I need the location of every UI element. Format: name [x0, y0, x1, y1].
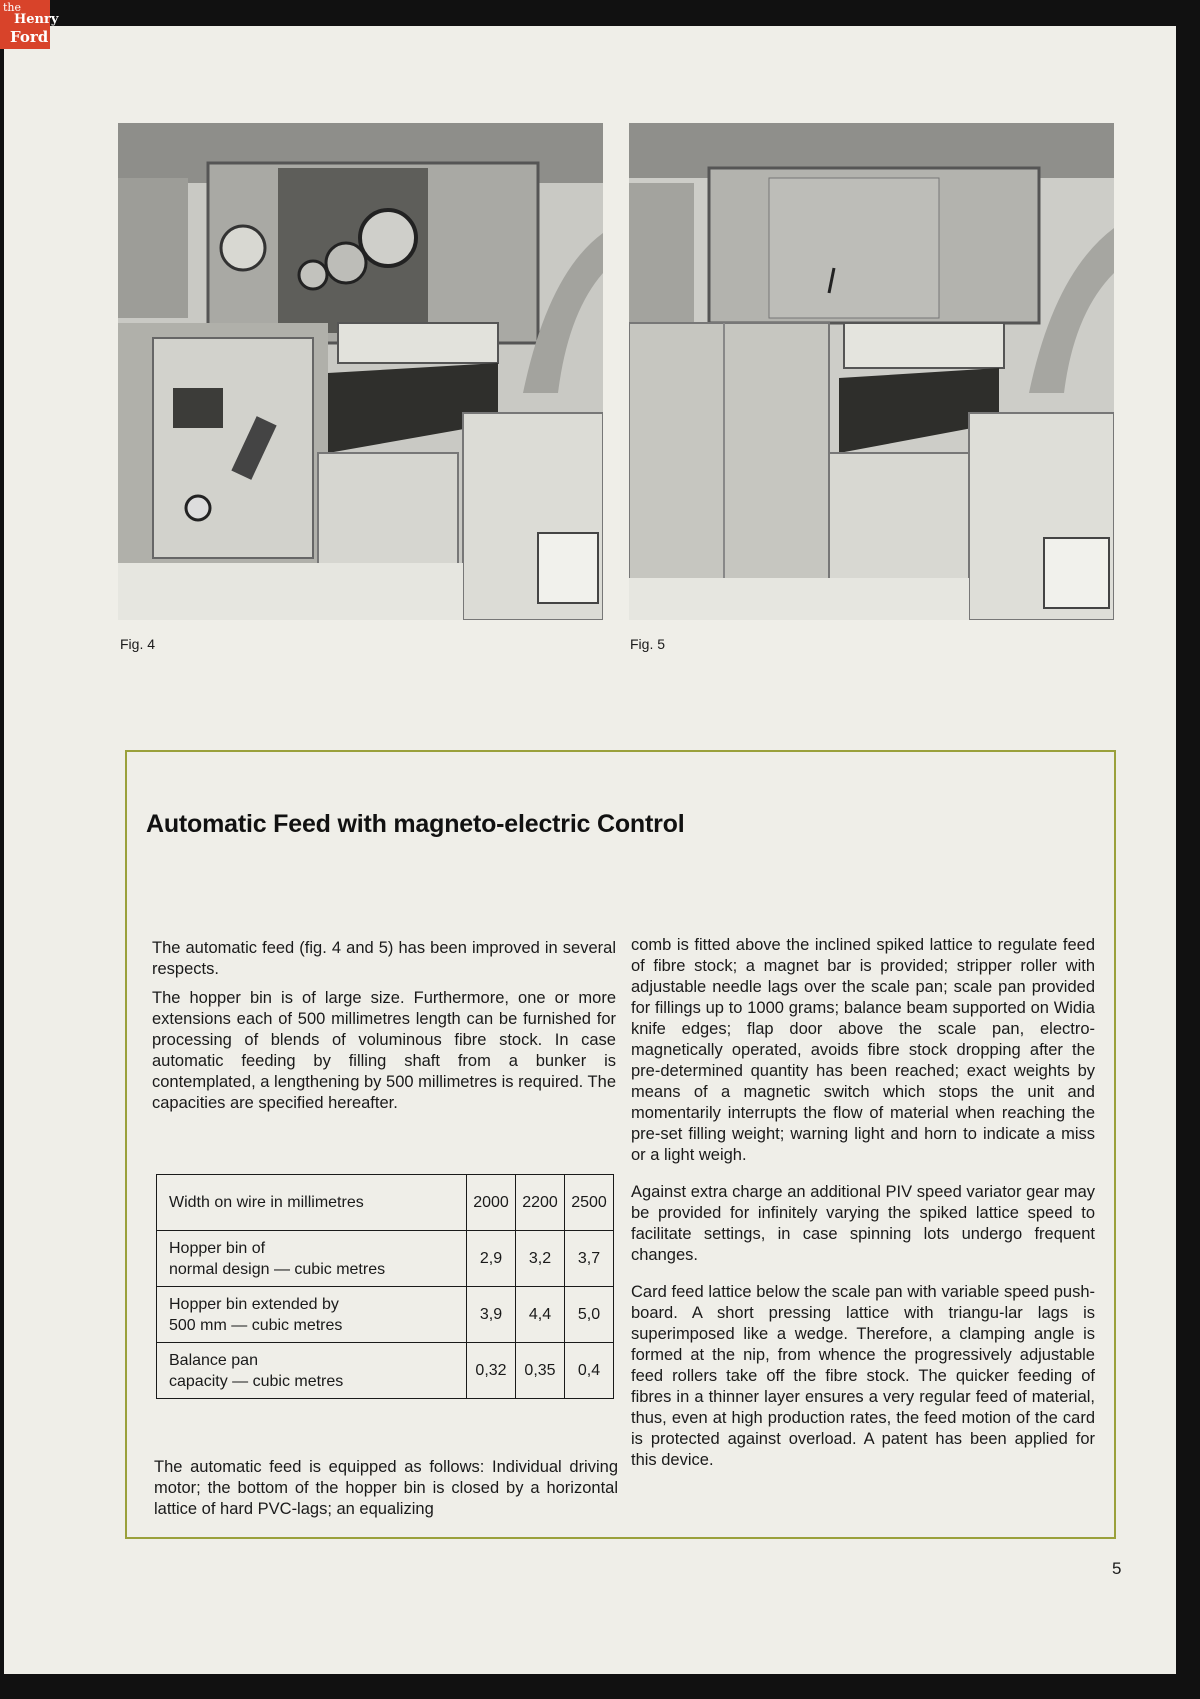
table-cell: 5,0	[565, 1287, 614, 1343]
equipment-paragraph: The automatic feed is equipped as follows: Individual driving motor; the bottom of the hopper bin is closed by a horizontal lattice of hard PVC-lags; an equalizing	[154, 1458, 618, 1518]
width-header-label: Width on wire in millimetres	[157, 1175, 467, 1231]
logo-ford: Ford	[10, 28, 49, 46]
table-cell: 4,4	[516, 1287, 565, 1343]
row-label: Balance pan capacity — cubic metres	[157, 1343, 467, 1399]
intro-paragraph-2: The hopper bin is of large size. Furthermore, one or more extensions each of 500 millimetres length can be furnished for processing of blends of voluminous fibre stock. In case automatic feeding by filling shaft from a bunker is contemplated, a lengthening by 500 millimetres is required. The capacities are specified hereafter.	[152, 989, 616, 1112]
logo-the: the	[3, 1, 22, 14]
table-cell: 3,2	[516, 1231, 565, 1287]
table-cell: 0,32	[467, 1343, 516, 1399]
table-row	[157, 1231, 614, 1287]
table-row	[157, 1287, 614, 1343]
figure-4-caption: Fig. 4	[120, 636, 156, 652]
equipment-column	[154, 1457, 618, 1528]
row-label: Hopper bin of normal design — cubic metres	[157, 1231, 467, 1287]
intro-paragraph-1: The automatic feed (fig. 4 and 5) has been improved in several respects.	[152, 939, 616, 978]
intro-column	[152, 938, 616, 1122]
table-row	[157, 1343, 614, 1399]
page-number: 5	[1112, 1559, 1122, 1578]
figure-5-photo	[629, 123, 1114, 620]
logo-henry: Henry	[14, 12, 59, 27]
row-label: Hopper bin extended by 500 mm — cubic metres	[157, 1287, 467, 1343]
width-2200: 2200	[516, 1175, 565, 1231]
capacity-table	[156, 1174, 614, 1399]
width-2000: 2000	[467, 1175, 516, 1231]
table-cell: 3,9	[467, 1287, 516, 1343]
right-paragraph-3: Card feed lattice below the scale pan with variable speed push-board. A short pressing lattice with triangu-lar lags is superimposed like a wedge. Therefore, a clamping angle is formed at the nip, from whence the progressively adjustable feed rollers take off the fibre stock. The quicker feeding of fibres in a thinner layer ensures a very regular feed of material, thus, even at high production rates, the feed motion of the card is protected against overload. A patent has been applied for this device.	[631, 1283, 1095, 1469]
width-2500: 2500	[565, 1175, 614, 1231]
figure-4-photo	[118, 123, 603, 620]
table-cell: 0,4	[565, 1343, 614, 1399]
section-title: Automatic Feed with magneto-electric Control	[146, 810, 685, 838]
table-row	[157, 1175, 614, 1231]
right-paragraph-2: Against extra charge an additional PIV speed variator gear may be provided for infinitely varying the spiked lattice speed to facilitate settings, in case spinning lots undergo frequent changes.	[631, 1183, 1095, 1264]
table-cell: 2,9	[467, 1231, 516, 1287]
henry-ford-logo	[0, 0, 59, 49]
figure-5-caption: Fig. 5	[630, 636, 666, 652]
right-paragraph-1: comb is fitted above the inclined spiked lattice to regulate feed of fibre stock; a magnet bar is provided; stripper roller with adjustable needle lags over the scale pan; scale pan provided for fillings up to 1000 grams; balance beam supported on Widia knife edges; flap door above the scale pan, electro-magnetically operated, avoids fibre stock dropping after the pre-determined quantity has been reached; exact weights by means of a magnetic switch which stops the unit and momentarily interrupts the flow of material when reaching the pre-set filling weight; warning light and horn to indicate a miss or a light weigh.	[631, 936, 1095, 1164]
table-cell: 0,35	[516, 1343, 565, 1399]
table-cell: 3,7	[565, 1231, 614, 1287]
right-column	[631, 935, 1095, 1487]
